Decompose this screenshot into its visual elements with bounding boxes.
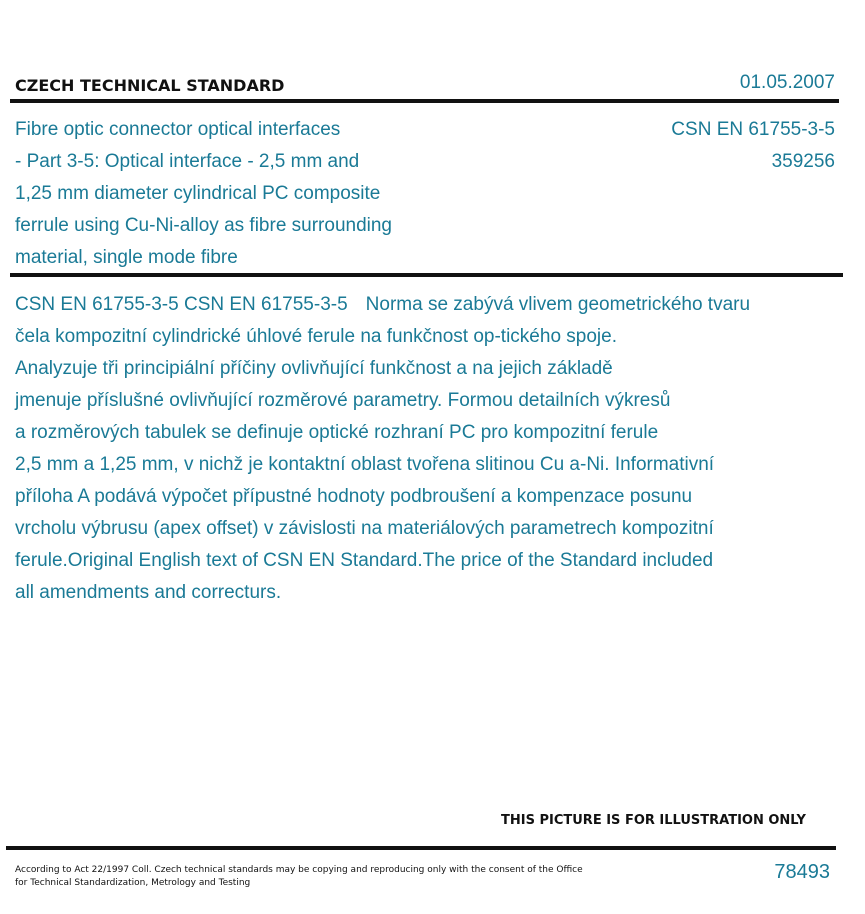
footer-divider: [6, 846, 836, 850]
title-line: Fibre optic connector optical interfaces: [15, 119, 341, 140]
title-line: material, single mode fibre: [15, 247, 238, 268]
description-line: čela kompozitní cylindrické úhlové ferule na funkčnost op-tického spoje.: [15, 326, 617, 347]
legal-notice-line: for Technical Standardization, Metrology and Testing: [15, 878, 251, 888]
title-divider: [10, 273, 843, 277]
description-line: vrcholu výbrusu (apex offset) v závislosti na materiálových parametrech kompozitní: [15, 518, 714, 539]
description-line: a rozměrových tabulek se definuje optické rozhraní PC pro kompozitní ferule: [15, 422, 659, 443]
description-line: all amendments and correcturs.: [15, 582, 282, 603]
header-divider: [10, 99, 839, 103]
description-text: Norma se zabývá vlivem geometrického tvaru: [365, 294, 751, 315]
description-line: ferule.Original English text of CSN EN Standard.The price of the Standard included: [15, 550, 714, 571]
legal-notice: [15, 864, 615, 890]
document-number: 78493: [774, 861, 830, 883]
standard-title: [15, 114, 455, 274]
standard-identifier: [671, 114, 835, 178]
document-type-label: CZECH TECHNICAL STANDARD: [15, 76, 285, 95]
description-line: Analyzuje tři principiální příčiny ovlivňující funkčnost a na jejich základě: [15, 358, 613, 379]
illustration-disclaimer: THIS PICTURE IS FOR ILLUSTRATION ONLY: [501, 813, 806, 828]
description-line: 2,5 mm a 1,25 mm, v nichž je kontaktní oblast tvořena slitinou Cu a-Ni. Informativní: [15, 454, 715, 475]
standard-codes: CSN EN 61755-3-5 CSN EN 61755-3-5: [15, 294, 348, 315]
standard-description: [15, 289, 860, 609]
title-line: 1,25 mm diameter cylindrical PC composite: [15, 183, 381, 204]
description-line: [15, 289, 860, 321]
publication-date: 01.05.2007: [739, 72, 835, 93]
description-line: jmenuje příslušné ovlivňující rozměrové parametry. Formou detailních výkresů: [15, 390, 671, 411]
standard-code: CSN EN 61755-3-5: [671, 119, 835, 140]
title-line: ferrule using Cu-Ni-alloy as fibre surrounding: [15, 215, 393, 236]
title-line: - Part 3-5: Optical interface - 2,5 mm and: [15, 151, 360, 172]
legal-notice-line: According to Act 22/1997 Coll. Czech technical standards may be copying and reproducing only with the consent of the Office: [15, 865, 583, 875]
catalog-number: 359256: [771, 151, 835, 172]
description-line: příloha A podává výpočet přípustné hodnoty podbroušení a kompenzace posunu: [15, 486, 693, 507]
